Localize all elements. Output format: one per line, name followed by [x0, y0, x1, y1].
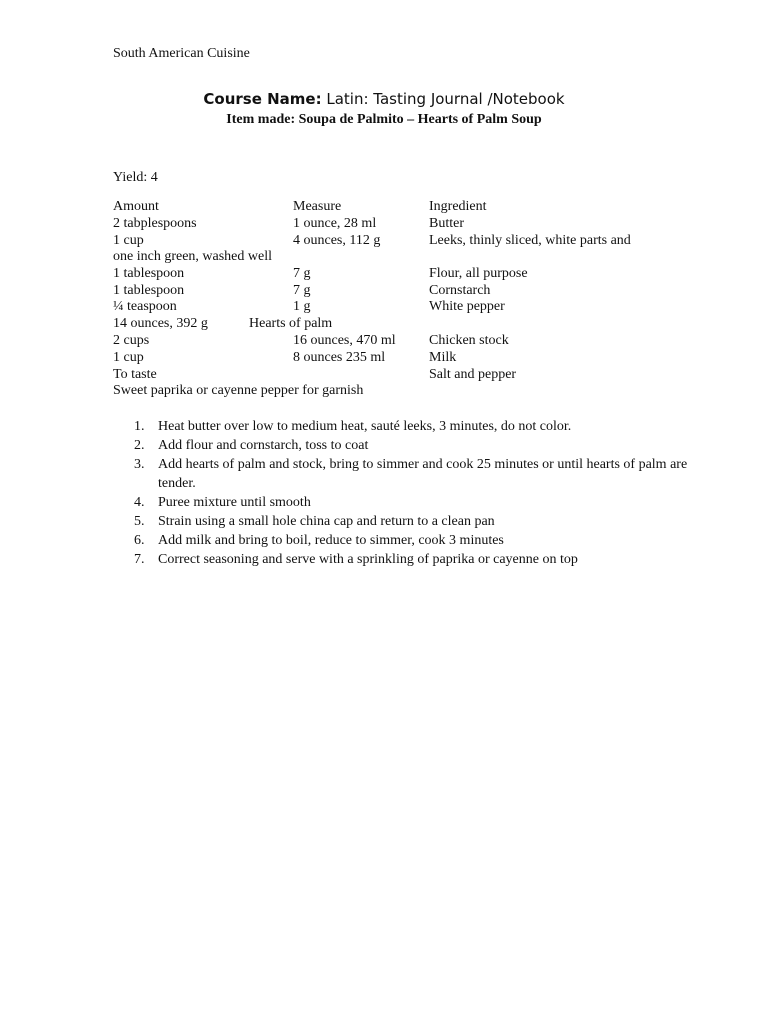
- step-text: Puree mixture until smooth: [158, 495, 311, 510]
- item-made-title: Item made: Soupa de Palmito – Hearts of Palm Soup: [226, 112, 542, 127]
- row-amount-continuation: one inch green, washed well: [113, 249, 272, 264]
- row-amount: ¼ teaspoon: [113, 299, 177, 314]
- step-number: 1.: [134, 419, 145, 434]
- list-item: [134, 493, 718, 512]
- list-item: [134, 531, 718, 550]
- step-number: 3.: [134, 457, 145, 472]
- yield-text: Yield: 4: [113, 170, 158, 185]
- row-amount: 2 tabplespoons: [113, 216, 197, 231]
- row-amount: 14 ounces, 392 g: [113, 316, 208, 331]
- row-measure: 7 g: [293, 266, 311, 281]
- row-ingredient: Milk: [429, 350, 457, 365]
- row-amount: To taste: [113, 367, 157, 382]
- row-amount: 2 cups: [113, 333, 150, 348]
- row-measure: 7 g: [293, 283, 311, 298]
- list-item: [134, 550, 718, 569]
- row-measure: 1 ounce, 28 ml: [293, 216, 377, 231]
- step-number: 5.: [134, 514, 145, 529]
- list-item: [134, 417, 718, 436]
- list-item: [134, 436, 718, 455]
- instructions-list: [113, 417, 718, 569]
- row-ingredient: Chicken stock: [429, 333, 509, 348]
- row-ingredient: Butter: [429, 216, 464, 231]
- list-item: [134, 455, 718, 493]
- row-ingredient: Cornstarch: [429, 283, 491, 298]
- course-name-line: [0, 90, 768, 108]
- step-number: 6.: [134, 533, 145, 548]
- column-header-ingredient: Ingredient: [429, 199, 487, 214]
- row-amount: 1 tablespoon: [113, 283, 185, 298]
- row-ingredient: Salt and pepper: [429, 367, 517, 382]
- row-measure: 16 ounces, 470 ml: [293, 333, 396, 348]
- step-number: 7.: [134, 552, 145, 567]
- row-ingredient: Leeks, thinly sliced, white parts and: [429, 233, 631, 248]
- column-header-amount: Amount: [113, 199, 159, 214]
- row-ingredient: White pepper: [429, 299, 505, 314]
- course-name-value: Latin: Tasting Journal /Notebook: [321, 90, 565, 108]
- row-ingredient-inline: Hearts of palm: [249, 316, 333, 331]
- list-item: [134, 512, 718, 531]
- row-measure: 8 ounces 235 ml: [293, 350, 386, 365]
- step-text: Heat butter over low to medium heat, sauté leeks, 3 minutes, do not color.: [158, 419, 572, 434]
- row-ingredient: Flour, all purpose: [429, 266, 528, 281]
- step-text: Add milk and bring to boil, reduce to simmer, cook 3 minutes: [158, 533, 504, 548]
- step-text: Add flour and cornstarch, toss to coat: [158, 438, 369, 453]
- row-amount: 1 cup: [113, 350, 144, 365]
- row-amount: 1 cup: [113, 233, 144, 248]
- step-text: Correct seasoning and serve with a sprinkling of paprika or cayenne on top: [158, 552, 578, 567]
- row-measure: 4 ounces, 112 g: [293, 233, 381, 248]
- step-text: Add hearts of palm and stock, bring to simmer and cook 25 minutes or until hearts of palm are tender.: [158, 457, 688, 491]
- row-measure: 1 g: [293, 299, 311, 314]
- column-header-measure: Measure: [293, 199, 342, 214]
- step-number: 2.: [134, 438, 145, 453]
- garnish-line: Sweet paprika or cayenne pepper for garnish: [113, 383, 364, 398]
- step-number: 4.: [134, 495, 145, 510]
- step-text: Strain using a small hole china cap and return to a clean pan: [158, 514, 495, 529]
- row-amount: 1 tablespoon: [113, 266, 185, 281]
- course-name-label: Course Name:: [203, 90, 322, 108]
- page-header: South American Cuisine: [113, 46, 250, 61]
